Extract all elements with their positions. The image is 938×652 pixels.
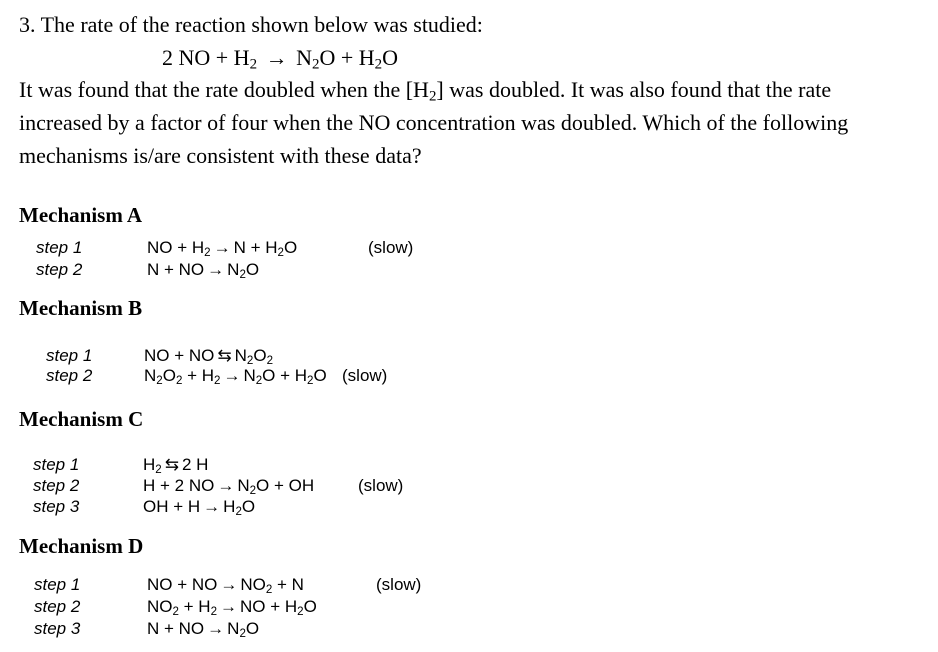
mechanism-d-step3-label: step 3 — [34, 619, 81, 638]
overall-reaction: 2 NO + $H_2 \to N_2O + H_2O$ — [162, 41, 398, 74]
reaction-arrow: → — [265, 45, 288, 70]
mechanism-d-title: Mechanism D — [19, 534, 144, 558]
mechanism-c-step3-equation: OH + $H \to H_2O$ — [143, 497, 256, 518]
mechanism-a-slow-label: (slow) — [368, 238, 414, 257]
question-line-1: It was found that the rate doubled when the $[H_2]$ was doubled. It was also found that the rate — [19, 77, 832, 105]
arrow-icon: → — [220, 575, 238, 594]
mechanism-a-title: Mechanism A — [19, 203, 143, 227]
mechanism-b-step1-equation: NO + NO ⇆ $N_2O_2$ — [144, 346, 273, 367]
mechanism-d-step1-equation: NO + NO → $NO_2 + N$ — [147, 575, 304, 596]
mechanism-b-step2-equation: $N_2O_2 + H_2 \to N_2O + H_2O$ — [144, 366, 327, 387]
equilibrium-arrow-icon: ⇆ — [217, 346, 232, 365]
mechanism-a-step1-equation: NO + $H_2 \to N + H_2O$ — [147, 238, 298, 259]
mechanism-c-step2-equation: H + 2 NO → $N_2O$ + OH — [143, 476, 315, 497]
arrow-icon: → — [203, 497, 221, 516]
mechanism-d-step2-equation: $NO_2 + H_2$ → NO + $H_2O$ — [147, 597, 317, 618]
question-line-3: mechanisms is/are consistent with these data? — [19, 143, 422, 168]
arrow-icon: → — [207, 260, 225, 279]
mechanism-d-slow-label: (slow) — [376, 575, 422, 594]
arrow-icon: → — [213, 238, 231, 257]
mechanism-c-step3-label: step 3 — [33, 497, 80, 516]
mechanism-d-step1-label: step 1 — [34, 575, 81, 594]
mechanism-c-title: Mechanism C — [19, 407, 144, 431]
mechanism-b-slow-label: (slow) — [342, 366, 388, 385]
mechanism-a-step2-label: step 2 — [36, 260, 83, 279]
mechanism-c-step1-equation: $H_2$ ⇆ 2 H — [143, 455, 209, 476]
mechanism-d-step2-label: step 2 — [34, 597, 81, 616]
question-line-2: increased by a factor of four when the NO concentration was doubled. Which of the following — [19, 110, 849, 135]
equilibrium-arrow-icon: ⇆ — [164, 455, 179, 474]
mechanism-a-step2-equation: N + NO → $N_2O$ — [147, 260, 260, 281]
mechanism-b-title: Mechanism B — [19, 296, 143, 320]
arrow-icon: → — [207, 619, 225, 638]
mechanism-c-slow-label: (slow) — [358, 476, 404, 495]
question-intro-line — [19, 8, 483, 41]
arrow-icon: → — [217, 476, 235, 495]
mechanism-c-step2-label: step 2 — [33, 476, 80, 495]
question-intro: The rate of the reaction shown below was studied: — [40, 12, 483, 37]
question-number: 3. — [19, 12, 36, 37]
mechanism-d-step3-equation: N + NO → $N_2O$ — [147, 619, 260, 640]
mechanism-b-step1-label: step 1 — [46, 346, 93, 365]
mechanism-b-step2-label: step 2 — [46, 366, 93, 385]
arrow-icon: → — [220, 597, 237, 616]
mechanism-c-step1-label: step 1 — [33, 455, 80, 474]
mechanism-a-step1-label: step 1 — [36, 238, 83, 257]
arrow-icon: → — [223, 366, 241, 385]
